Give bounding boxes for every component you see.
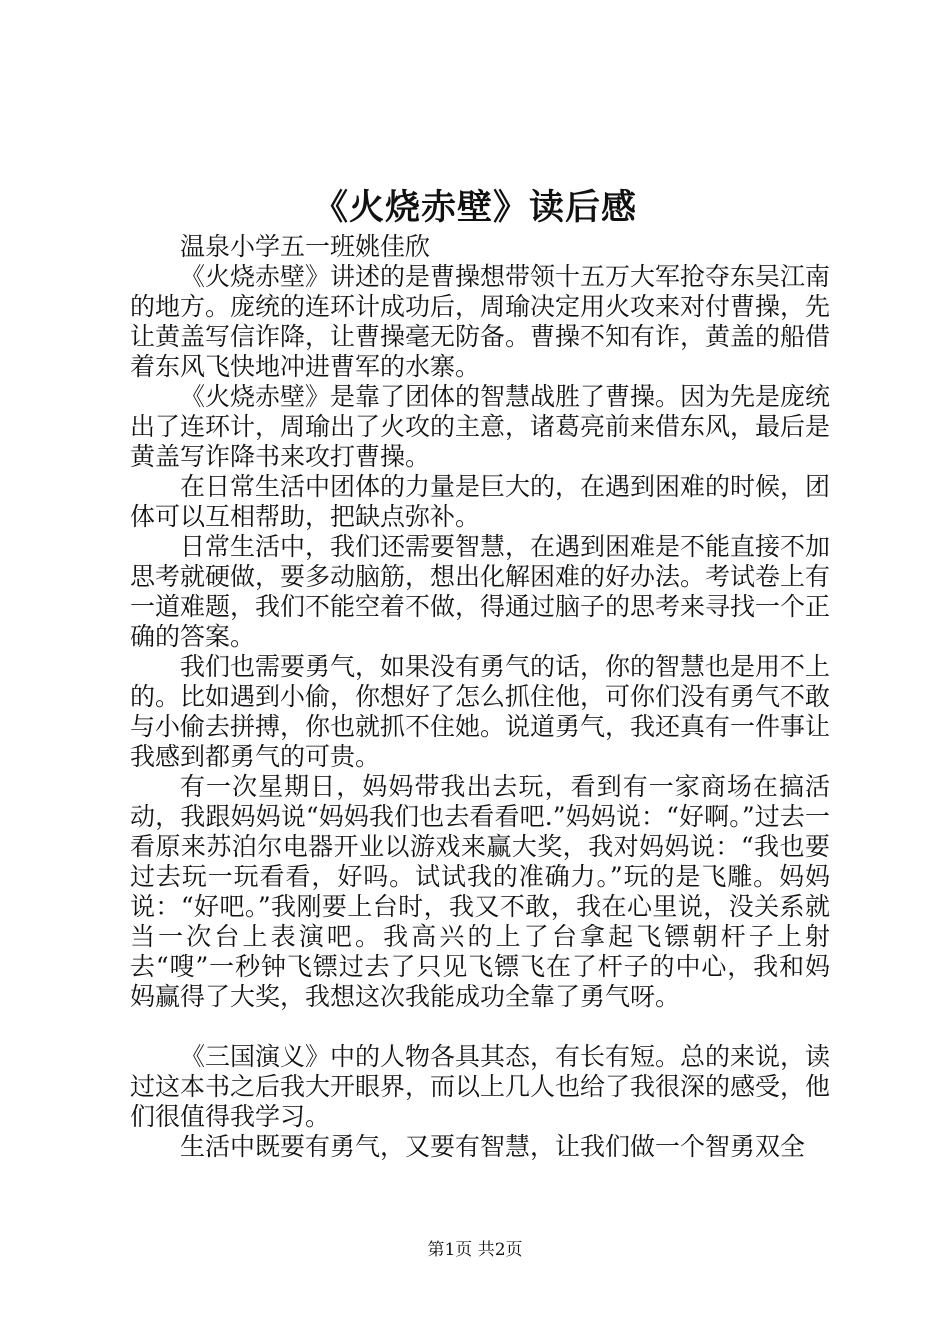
paragraph: 有一次星期日，妈妈带我出去玩，看到有一家商场在搞活动，我跟妈妈说“妈妈我们也去看看吧.”妈妈说：“好啊。”过去一看原来苏泊尔电器开业以游戏来赢大奖，我对妈妈说：“我也要过去玩一玩看看，好吗。试试我的准确力。”玩的是飞雕。妈妈说：“好吧。”我刚要上台时，我又不敢，我在心里说，没关系就当一次台上表演吧。我高兴的上了台拿起飞镖朝杆子上射去“嗖”一秒钟飞镖过去了只见飞镖飞在了杆子的中心，我和妈妈赢得了大奖，我想这次我能成功全靠了勇气呀。	[130, 772, 830, 1011]
paragraph-spacer	[130, 1012, 830, 1042]
paragraph: 《三国演义》中的人物各具其态，有长有短。总的来说，读过这本书之后我大开眼界，而以上几人也给了我很深的感受，他们很值得我学习。	[130, 1042, 831, 1131]
paragraph: 《火烧赤壁》是靠了团体的智慧战胜了曹操。因为先是庞统出了连环计，周瑜出了火攻的主意，诸葛亮前来借东风，最后是黄盖写诈降书来攻打曹操。	[130, 382, 831, 471]
paragraph: 我们也需要勇气，如果没有勇气的话，你的智慧也是用不上的。比如遇到小偷，你想好了怎么抓住他，可你们没有勇气不敢与小偷去拼搏，你也就抓不住她。说道勇气，我还真有一件事让我感到都勇气的可贵。	[130, 652, 831, 771]
paragraph: 《火烧赤壁》讲述的是曹操想带领十五万大军抢夺东吴江南的地方。庞统的连环计成功后，周瑜决定用火攻来对付曹操，先让黄盖写信诈降，让曹操毫无防备。曹操不知有诈，黄盖的船借着东风飞快地冲进曹军的水寨。	[130, 262, 831, 381]
page-footer: 第1页 共2页	[427, 1240, 523, 1260]
author-line: 温泉小学五一班姚佳欣	[180, 232, 431, 261]
paragraph: 在日常生活中团体的力量是巨大的，在遇到困难的时候，团体可以互相帮助，把缺点弥补。	[130, 472, 831, 531]
document-body	[130, 232, 830, 1162]
paragraph: 日常生活中，我们还需要智慧，在遇到困难是不能直接不加思考就硬做，要多动脑筋，想出化解困难的好办法。考试卷上有一道难题，我们不能空着不做，得通过脑子的思考来寻找一个正确的答案。	[130, 532, 831, 651]
paragraph: 生活中既要有勇气，又要有智慧，让我们做一个智勇双全	[180, 1132, 806, 1161]
document-title: 《火烧赤壁》读后感	[312, 188, 637, 228]
